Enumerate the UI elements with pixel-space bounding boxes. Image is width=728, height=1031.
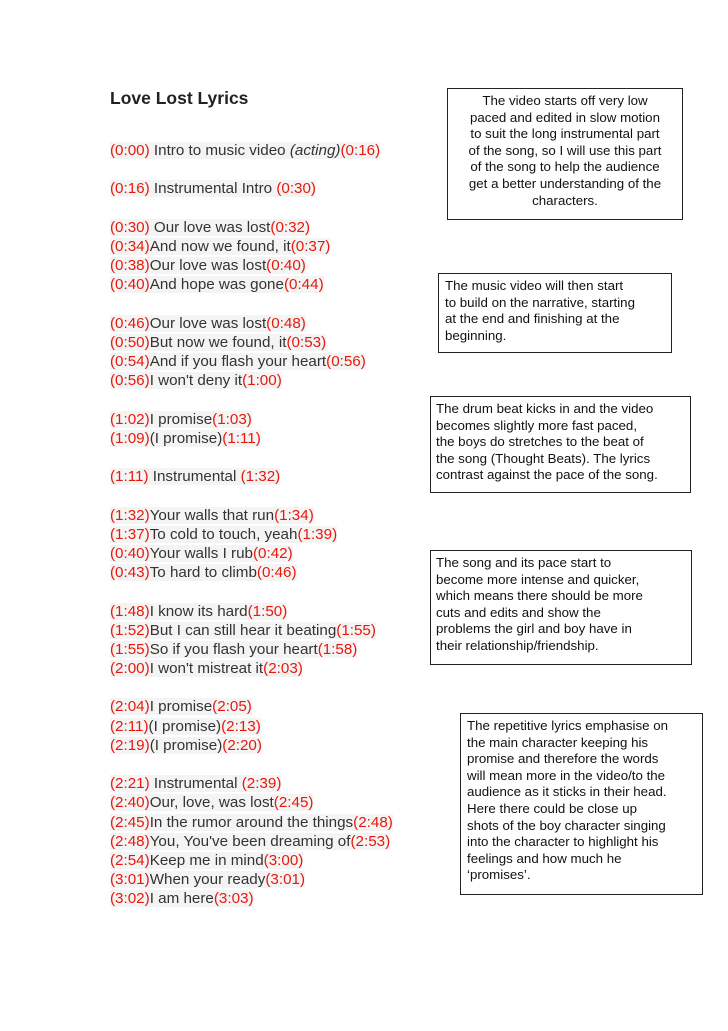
start-time: (1:09): [110, 429, 150, 447]
lyric-text: And now we found, it: [149, 237, 291, 255]
lyric-text: I am here: [149, 890, 214, 908]
end-time: (1:39): [297, 525, 338, 543]
lyric-line: [110, 333, 393, 352]
note-line: which means there should be more: [436, 588, 643, 604]
lyric-text: Our love was lost: [149, 257, 267, 275]
lyric-highlight: [110, 315, 306, 332]
note-line: cuts and edits and show the: [436, 604, 601, 620]
end-time: (1:58): [317, 640, 358, 658]
note-line: the main character keeping his: [467, 734, 649, 750]
lyric-line: [110, 314, 393, 333]
lyric-highlight: [110, 737, 262, 754]
note-line: to suit the long instrumental part: [470, 126, 660, 142]
start-time: (2:11): [110, 717, 149, 735]
lyric-line: [110, 544, 393, 563]
lyric-highlight: [110, 276, 324, 293]
lyric-text: So if you flash your heart: [149, 640, 318, 658]
lyric-text: To hard to climb: [149, 564, 257, 582]
start-time: (0:00): [110, 142, 150, 159]
start-time: (2:21): [110, 775, 150, 793]
lyric-text: Our, love, was lost: [149, 794, 274, 812]
stanza-gap: [110, 160, 393, 179]
start-time: (2:19): [110, 736, 150, 754]
lyric-text: Our love was lost: [149, 314, 267, 332]
note-line: ‘promises’.: [467, 867, 531, 883]
note-line: The music video will then start: [445, 278, 624, 293]
end-time: (0:37): [290, 237, 331, 255]
end-time: (1:50): [247, 602, 288, 620]
lyric-highlight: [110, 430, 261, 447]
start-time: (0:34): [110, 237, 150, 255]
lyric-line: [110, 640, 393, 659]
end-time: (0:44): [283, 276, 324, 294]
start-time: (2:40): [110, 794, 150, 812]
stanza-gap: [110, 486, 393, 505]
note-line: become more intense and quicker,: [436, 571, 640, 587]
lyric-line: [110, 256, 393, 275]
lyric-line: [110, 429, 393, 448]
lyric-line: [110, 793, 393, 812]
lyric-highlight: [110, 698, 252, 715]
end-time: (0:56): [326, 353, 366, 371]
start-time: (2:00): [110, 660, 150, 678]
lyric-line: [110, 813, 393, 832]
end-time: (2:53): [350, 832, 391, 850]
lyric-text: Instrumental Intro: [149, 180, 277, 198]
lyric-line: [110, 275, 393, 294]
end-time: (2:03): [263, 660, 303, 678]
lyric-line: [110, 774, 393, 793]
note-line: get a better understanding of the: [468, 175, 662, 191]
note-box-slow-intro: [447, 88, 683, 220]
lyric-highlight: [110, 603, 287, 620]
start-time: (1:48): [110, 602, 150, 620]
lyric-highlight: [110, 142, 380, 159]
lyric-highlight: [110, 718, 261, 735]
note-line: audience as it sticks in their head.: [467, 784, 667, 800]
lyric-text: Keep me in mind: [149, 851, 264, 869]
lyric-highlight: [110, 641, 357, 658]
lyric-highlight: [110, 833, 390, 850]
start-time: (2:48): [110, 832, 150, 850]
start-time: (1:32): [110, 506, 150, 524]
lyric-line: [110, 563, 393, 582]
end-time: (3:03): [213, 890, 254, 908]
lyric-highlight: [110, 545, 293, 562]
lyric-highlight: [110, 507, 314, 524]
lyric-highlight: [110, 775, 281, 792]
lyric-text: But now we found, it: [149, 333, 287, 351]
end-time: (0:46): [256, 564, 297, 582]
lyric-line: [110, 237, 393, 256]
end-time: (2:45): [273, 794, 314, 812]
note-line: the boys do stretches to the beat of: [436, 434, 644, 450]
end-time: (0:32): [270, 218, 311, 236]
lyric-highlight: [110, 257, 306, 274]
start-time: (0:16): [110, 180, 150, 198]
start-time: (0:40): [110, 544, 150, 562]
stanza-gap: [110, 390, 393, 409]
end-time: (0:40): [266, 257, 306, 275]
end-time: (0:30): [276, 180, 316, 198]
lyric-text: And if you flash your heart: [149, 353, 327, 371]
lyric-text: I won't deny it: [149, 372, 243, 390]
note-line: feelings and how much he: [467, 850, 622, 866]
lyric-text: Instrumental: [148, 468, 241, 486]
note-line: promise and therefore the words: [467, 751, 659, 767]
lyric-line: [110, 659, 393, 678]
end-time: (0:16): [340, 142, 381, 159]
stanza-gap: [110, 678, 393, 697]
start-time: (0:40): [110, 276, 150, 294]
end-time: (0:53): [286, 333, 327, 351]
note-line: their relationship/friendship.: [436, 637, 599, 653]
lyric-highlight: [110, 334, 326, 351]
lyric-line: [110, 410, 393, 429]
start-time: (1:02): [110, 410, 150, 428]
lyric-line: [110, 525, 393, 544]
end-time: (3:00): [263, 851, 304, 869]
lyric-line: [110, 851, 393, 870]
end-time: (2:48): [353, 813, 393, 831]
end-time: (0:48): [266, 314, 306, 332]
lyric-highlight: [110, 411, 252, 428]
note-line: shots of the boy character singing: [467, 817, 666, 833]
lyric-text: I promise: [149, 410, 213, 428]
note-line: problems the girl and boy have in: [436, 621, 632, 637]
lyric-highlight: [110, 353, 366, 370]
lyric-line: [110, 506, 393, 525]
lyric-line: [110, 141, 393, 160]
lyric-highlight: [110, 794, 313, 811]
start-time: (3:01): [110, 871, 150, 889]
lyric-line: [110, 717, 393, 736]
lyric-line: [110, 218, 393, 237]
note-line: to build on the narrative, starting: [445, 294, 635, 310]
lyrics-list: [110, 141, 393, 909]
note-box-repetition: [460, 713, 703, 895]
end-time: (0:42): [252, 544, 293, 562]
note-line: characters.: [532, 192, 598, 208]
lyric-line: [110, 352, 393, 371]
start-time: (2:54): [110, 851, 150, 869]
end-time: (2:13): [221, 717, 261, 735]
lyric-text: Intro to music video: [149, 142, 290, 159]
lyric-text: (I promise): [149, 736, 223, 754]
note-line: into the character to highlight his: [467, 834, 659, 850]
lyric-line: [110, 602, 393, 621]
start-time: (0:56): [110, 372, 150, 390]
note-box-narrative: [438, 273, 672, 353]
stanza-gap: [110, 448, 393, 467]
lyric-highlight: [110, 814, 393, 831]
start-time: (0:30): [110, 218, 150, 236]
lyric-text: When your ready: [149, 871, 266, 889]
lyric-text: To cold to touch, yeah: [149, 525, 298, 543]
end-time: (1:00): [242, 372, 282, 390]
lyric-text: I won't mistreat it: [149, 660, 264, 678]
note-line: Here there could be close up: [467, 800, 638, 816]
end-time: (1:32): [240, 468, 281, 486]
lyric-highlight: [110, 238, 330, 255]
lyric-line: [110, 467, 393, 486]
lyric-line: [110, 889, 393, 908]
stanza-gap: [110, 295, 393, 314]
note-line: the song (Thought Beats). The lyrics: [436, 450, 651, 466]
end-time: (1:11): [222, 429, 261, 447]
start-time: (1:55): [110, 640, 150, 658]
start-time: (3:02): [110, 890, 150, 908]
lyric-text: And hope was gone: [149, 276, 284, 294]
lyric-highlight: [110, 468, 280, 485]
lyric-highlight: [110, 219, 310, 236]
start-time: (2:45): [110, 813, 150, 831]
start-time: (1:11): [110, 468, 149, 486]
start-time: (0:54): [110, 353, 150, 371]
end-time: (2:20): [222, 736, 262, 754]
lyric-text: (I promise): [148, 717, 222, 735]
note-line: becomes slightly more fast paced,: [436, 417, 638, 433]
lyric-highlight: [110, 852, 303, 869]
page-title: Love Lost Lyrics: [110, 88, 249, 108]
start-time: (0:46): [110, 314, 150, 332]
start-time: (0:50): [110, 333, 150, 351]
start-time: (0:43): [110, 564, 150, 582]
lyric-text: In the rumor around the things: [149, 813, 354, 831]
note-line: of the song, so I will use this part: [468, 142, 662, 158]
lyric-highlight: [110, 660, 303, 677]
lyric-line: [110, 870, 393, 889]
lyric-text: I promise: [149, 698, 213, 716]
note-line: The drum beat kicks in and the video: [436, 401, 654, 416]
note-line: paced and edited in slow motion: [470, 109, 660, 125]
start-time: (1:52): [110, 621, 150, 639]
lyric-text: (I promise): [149, 429, 223, 447]
lyric-text: Instrumental: [149, 775, 242, 793]
note-box-drum-beat: [430, 396, 691, 493]
lyric-line: [110, 736, 393, 755]
lyric-line: [110, 179, 393, 198]
lyric-highlight: [110, 526, 337, 543]
end-time: (3:01): [265, 871, 306, 889]
note-line: The repetitive lyrics emphasise on: [467, 718, 669, 733]
lyric-text: Your walls that run: [149, 506, 275, 524]
lyric-highlight: [110, 180, 316, 197]
stanza-gap: [110, 199, 393, 218]
stanza-gap: [110, 582, 393, 601]
lyric-highlight: [110, 622, 376, 639]
end-time: (1:03): [212, 410, 252, 428]
lyric-text: Our love was lost: [149, 218, 271, 236]
note-line: will mean more in the video/to the: [467, 767, 666, 783]
lyric-line: [110, 697, 393, 716]
note-line: of the song to help the audience: [470, 159, 660, 175]
lyric-text: Your walls I rub: [149, 544, 253, 562]
start-time: (0:38): [110, 257, 150, 275]
lyric-highlight: [110, 871, 305, 888]
end-time: (2:05): [212, 698, 252, 716]
lyric-line: [110, 621, 393, 640]
end-time: (2:39): [241, 775, 282, 793]
lyric-text: You, You've been dreaming of: [149, 832, 351, 850]
lyric-highlight: [110, 890, 254, 907]
note-line: beginning.: [445, 327, 507, 343]
lyric-line: [110, 371, 393, 390]
lyric-emphasis: (acting): [289, 142, 341, 159]
note-box-intensity: [430, 550, 692, 665]
lyric-text: I know its hard: [149, 602, 248, 620]
lyric-highlight: [110, 372, 282, 389]
lyric-highlight: [110, 564, 297, 581]
lyric-text: But I can still hear it beating: [149, 621, 337, 639]
note-line: at the end and finishing at the: [445, 311, 620, 327]
stanza-gap: [110, 755, 393, 774]
end-time: (1:55): [336, 621, 376, 639]
lyric-line: [110, 832, 393, 851]
start-time: (2:04): [110, 698, 150, 716]
start-time: (1:37): [110, 525, 150, 543]
note-line: The song and its pace start to: [436, 555, 612, 570]
note-line: The video starts off very low: [482, 93, 648, 108]
end-time: (1:34): [274, 506, 314, 524]
note-line: contrast against the pace of the song.: [436, 467, 658, 483]
